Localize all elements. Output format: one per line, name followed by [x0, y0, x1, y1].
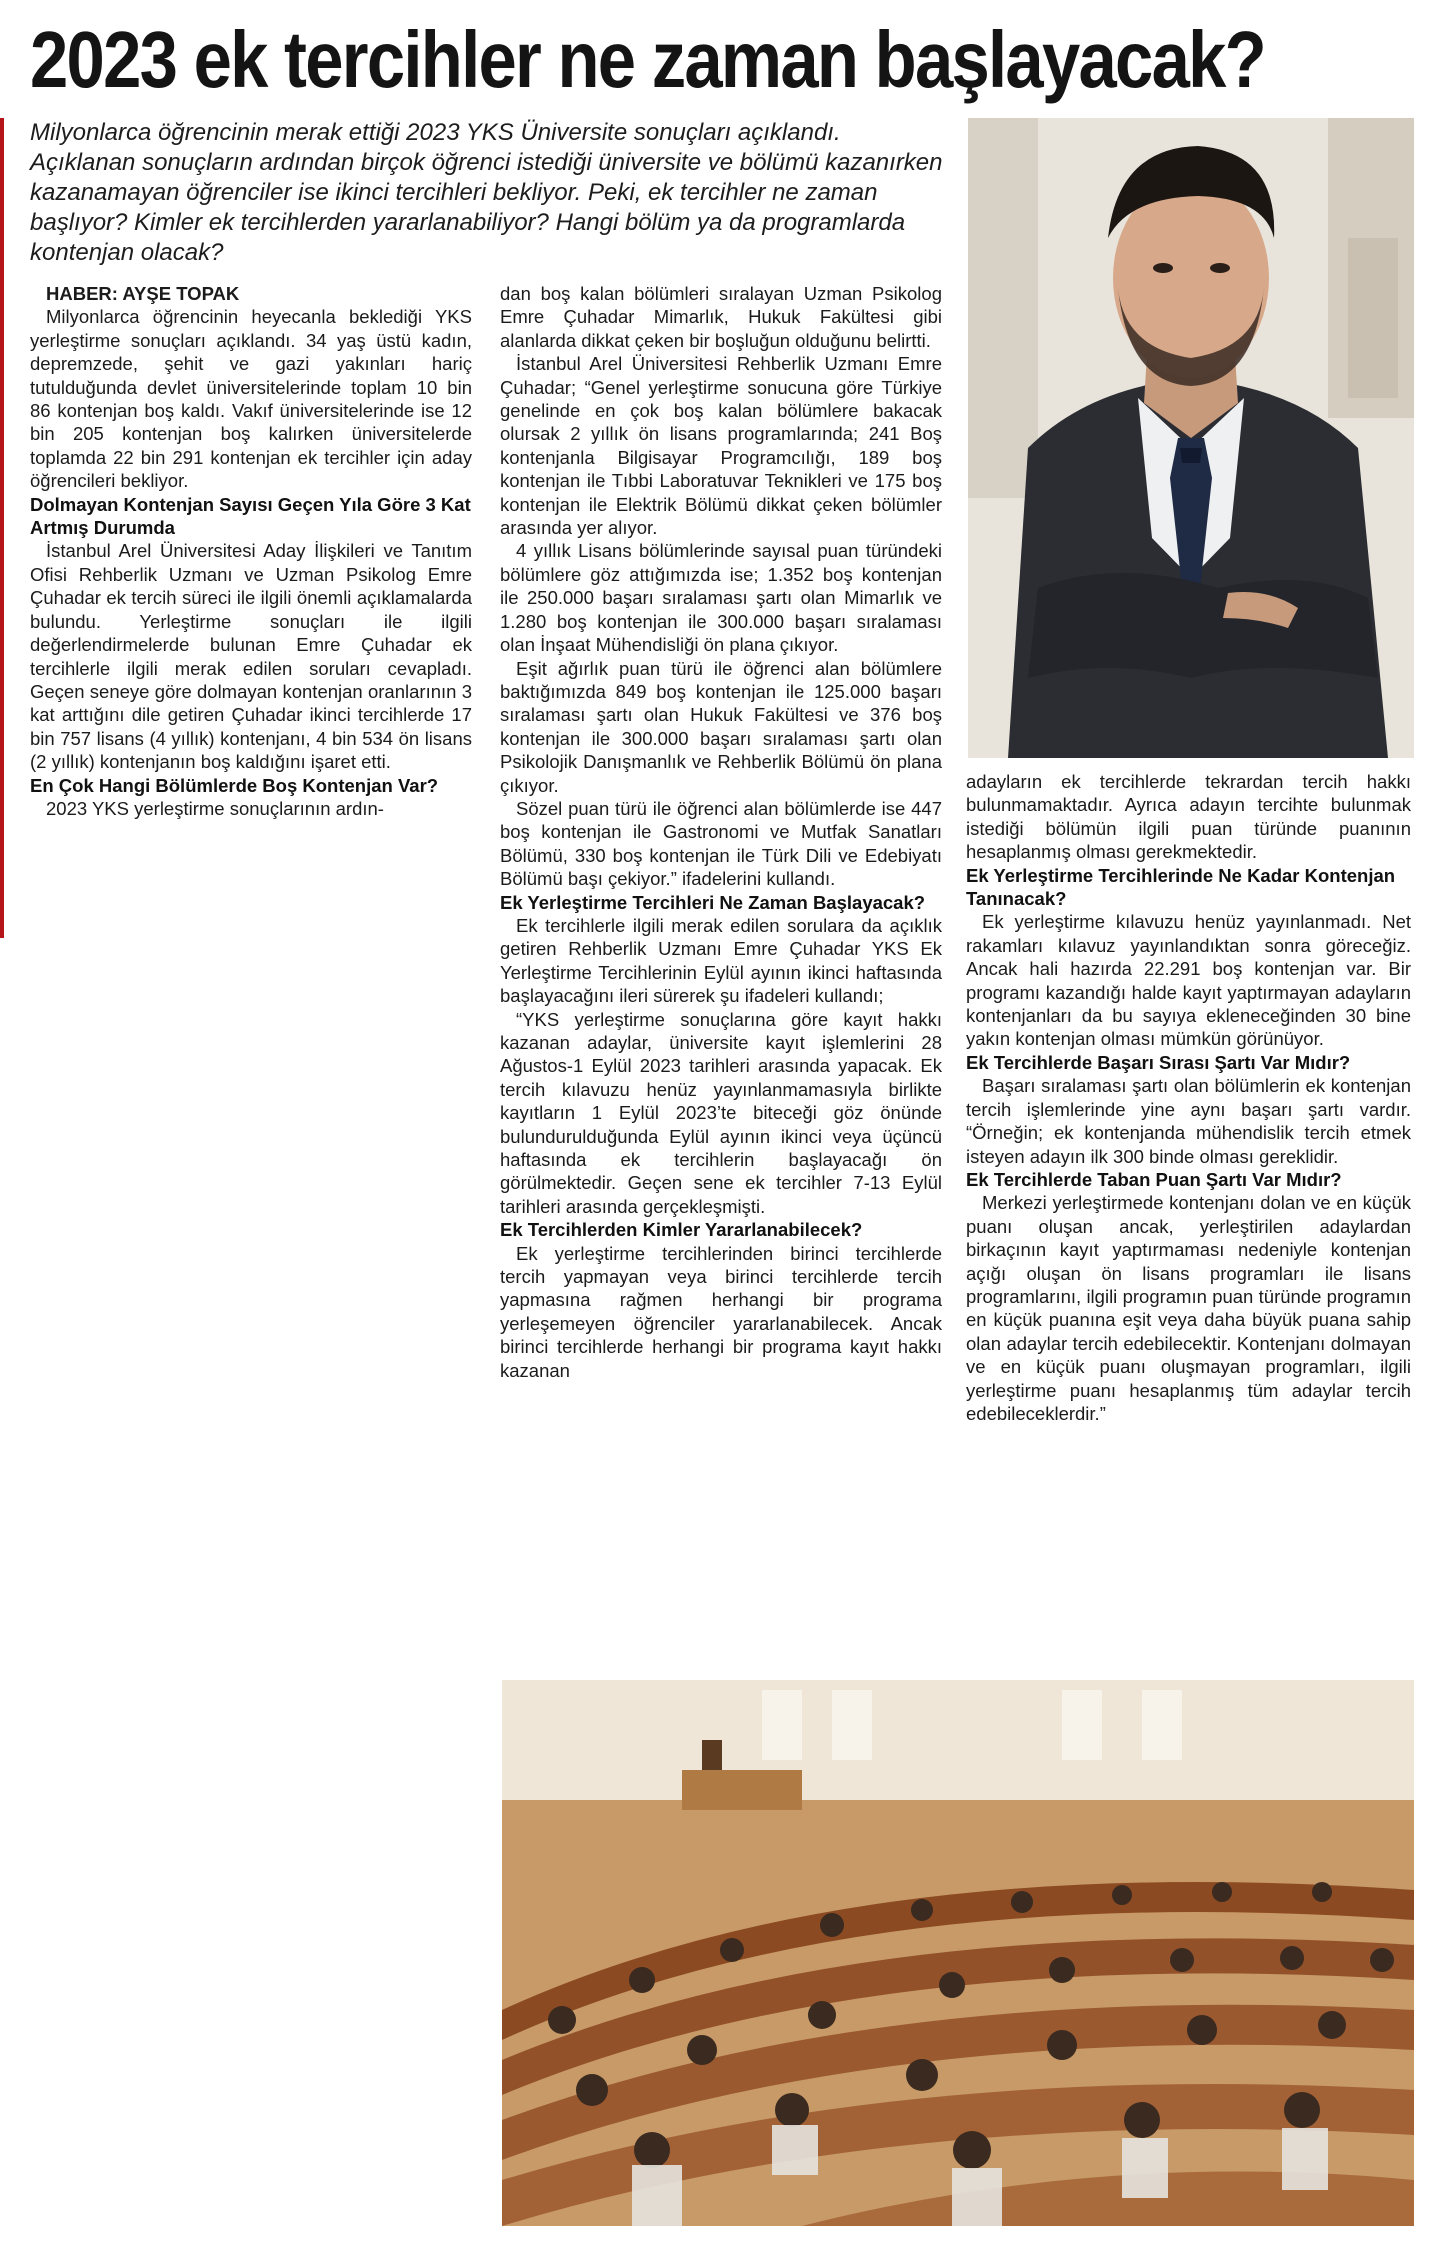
paragraph: İstanbul Arel Üniversitesi Aday İlişkileri ve Tanıtım Ofisi Rehberlik Uzmanı ve Uzman Psikolog Emre Çuhadar ek tercih süreci ile ilgili önemli açıklamalarda bulundu. Yerleştirme sonuçları ile ilgili değerlendirmelerde bulunan Emre Çuhadar ek tercihlerle ilgili merak edilen soruları cevapladı. Geçen seneye göre dolmayan kontenjan oranlarının 3 kat arttığını dile getiren Çuhadar ikinci tercihlerde 17 bin 757 lisans (4 yıllık) kontenjanı, 4 bin 534 ön lisans (2 yıllık) kontenjanın boş kaldığını işaret etti. — [30, 540, 472, 773]
paragraph: Ek yerleştirme kılavuzu henüz yayınlanmadı. Net rakamları kılavuz yayınlandıktan sonra göreceğiz. Ancak hali hazırda 22.291 boş kontenjan var. Bir programı kazandığı halde kayıt yaptırmayan adayların kontenjanları da bu sayıya ekleneceğinden 30 bine yakın kontenjan olması mümkün görünüyor. — [966, 911, 1411, 1050]
portrait-photo — [968, 118, 1414, 758]
paragraph: “YKS yerleştirme sonuçlarına göre kayıt hakkı kazanan adaylar, üniversite kayıt işlemlerini 28 Ağustos-1 Eylül 2023 tarihleri arasında yapacak. Ek tercih kılavuzu henüz yayınlanmamasıyla birlikte kayıtların 1 Eylül 2023’te biteceği göz önünde bulundurulduğunda Eylül ayının ikinci veya üçüncü haftasında ek tercihlerin başlayacağı ön görülmektedir. Geçen sene ek tercihler 7-13 Eylül tarihleri arasında gerçekleşmişti. — [500, 1008, 942, 1217]
paragraph: Merkezi yerleştirmede kontenjanı dolan ve en küçük puanı oluşan ancak, yerleştirilen adaylardan birkaçının kayıt yaptırmaması nedeniyle kontenjan açığı oluşan ön lisans programları ile lisans programlarını, ilgili programın puan türünde programın en küçük puanına eşit veya daha büyük puana sahip olan adaylar tercih edebilecektir. Kontenjanı dolmayan ve en küçük puanı oluşmayan programları, ilgili yerleştirme puanı hesaplanmış tüm adaylar tercih edebileceklerdir.” — [966, 1192, 1411, 1424]
paragraph: Ek yerleştirme tercihlerinden birinci tercihlerde tercih yapmayan veya birinci tercihlerde tercih yapmasına rağmen herhangi bir programa yerleşemeyen öğrenciler yararlanabilecek. Ancak birinci tercihlerde herhangi bir programa kayıt hakkı kazanan — [500, 1242, 942, 1381]
byline: HABER: AYŞE TOPAK — [46, 283, 240, 304]
lead-paragraph: Milyonlarca öğrencinin merak ettiği 2023 YKS Üniversite sonuçları açıklandı. Açıklanan sonuçların ardından birçok öğrenci istediği üniversite ve bölümü kazanırken kazanamayan öğrenciler ise ikinci tercihleri bekliyor. Peki, ek tercihler ne zaman başlıyor? Kimler ek tercihlerden yararlanabiliyor? Hangi bölüm ya da programlarda kontenjan olacak? — [30, 119, 943, 266]
subheading: En Çok Hangi Bölümlerde Boş Kontenjan Var? — [30, 774, 439, 796]
article-column-1 — [30, 282, 472, 820]
subheading: Ek Tercihlerde Taban Puan Şartı Var Mıdır? — [966, 1168, 1342, 1190]
paragraph: Eşit ağırlık puan türü ile öğrenci alan bölümlere baktığımızda 849 boş kontenjan ile 125.000 başarı sıralaması şartı olan Hukuk Fakültesi ve 376 boş kontenjan ile 300.000 başarı sıralaması şartı olan Psikolojik Danışmanlık ve Rehberlik Bölümü ön plana çıkıyor. — [500, 657, 942, 796]
accent-bar — [0, 118, 4, 938]
paragraph: dan boş kalan bölümleri sıralayan Uzman Psikolog Emre Çuhadar Mimarlık, Hukuk Fakültesi gibi alanlarda dikkat çeken bir boşluğun olduğunu belirtti. — [500, 283, 942, 351]
article-column-2 — [500, 282, 942, 1382]
subheading: Ek Yerleştirme Tercihlerinde Ne Kadar Kontenjan Tanınacak? — [966, 864, 1396, 910]
article-column-3 — [966, 770, 1411, 1425]
paragraph: 4 yıllık Lisans bölümlerinde sayısal puan türündeki bölümlere göz attığımızda ise; 1.352 boş kontenjan ile 250.000 başarı sıralaması şartı olan Mimarlık ve 1.280 boş kontenjan ile 300.000 başarı sıralaması olan İnşaat Mühendisliği ön plana çıkıyor. — [500, 540, 942, 656]
paragraph: adayların ek tercihlerde tekrardan tercih hakkı bulunmamaktadır. Ayrıca adayın tercihte bulunmak istediği bölümün ilgili puan türünde puanının hesaplanmış olması gerekmektedir. — [966, 771, 1411, 863]
paragraph: Sözel puan türü ile öğrenci alan bölümlerde ise 447 boş kontenjan ile Gastronomi ve Mutfak Sanatları Bölümü, 330 boş kontenjan ile Türk Dili ve Edebiyatı Bölümü başı çekiyor.” ifadelerini kullandı. — [500, 797, 942, 890]
classroom-photo — [502, 1680, 1414, 2226]
subheading: Ek Tercihlerden Kimler Yararlanabilecek? — [500, 1219, 863, 1241]
subheading: Ek Yerleştirme Tercihleri Ne Zaman Başlayacak? — [500, 891, 926, 913]
paragraph: İstanbul Arel Üniversitesi Rehberlik Uzmanı Emre Çuhadar; “Genel yerleştirme sonucuna göre Türkiye genelinde en çok boş kalan bölümlere bakacak olursak 2 yıllık ön lisans programlarında; 241 Boş kontenjanla Bilgisayar Programcılığı, 189 boş kontenjan ile Tıbbi Laboratuvar Teknikleri ve 175 boş kontenjan ile Elektrik Bölümü dikkat çeken bölümler arasında yer alıyor. — [500, 353, 942, 539]
classroom-illustration — [502, 1680, 1414, 2226]
paragraph: 2023 YKS yerleştirme sonuçlarının ardın- — [46, 797, 384, 819]
headline: 2023 ek tercihler ne zaman başlayacak? — [30, 15, 1265, 104]
paragraph: Ek tercihlerle ilgili merak edilen sorulara da açıklık getiren Rehberlik Uzmanı Emre Çuhadar YKS Ek Yerleştirme Tercihlerinin Eylül ayının ikinci haftasında başlayacağını ileri sürerek şu ifadeleri kullandı; — [500, 914, 942, 1007]
subheading: Ek Tercihlerde Başarı Sırası Şartı Var Mıdır? — [966, 1051, 1351, 1073]
portrait-illustration — [968, 118, 1414, 758]
subheading: Dolmayan Kontenjan Sayısı Geçen Yıla Göre 3 Kat Artmış Durumda — [30, 493, 471, 539]
paragraph: Milyonlarca öğrencinin heyecanla beklediği YKS yerleştirme sonuçları açıklandı. 34 yaş üstü kadın, depremzede, şehit ve gazi yakınları hariç tutulduğunda devlet üniversitelerinde toplam 10 bin 86 kontenjan boş kaldı. Vakıf üniversitelerinde ise 12 bin 205 kontenjan boş kalırken üniversitelerde toplamda 22 bin 291 kontenjan ek tercihler için aday öğrencileri bekliyor. — [30, 306, 472, 492]
paragraph: Başarı sıralaması şartı olan bölümlerin ek kontenjan tercih işlemlerinde yine aynı başarı şartı vardır. “Örneğin; ek kontenjanda mühendislik tercih etmek isteyen adayın ilk 300 binde olması gereklidir. — [966, 1075, 1411, 1167]
